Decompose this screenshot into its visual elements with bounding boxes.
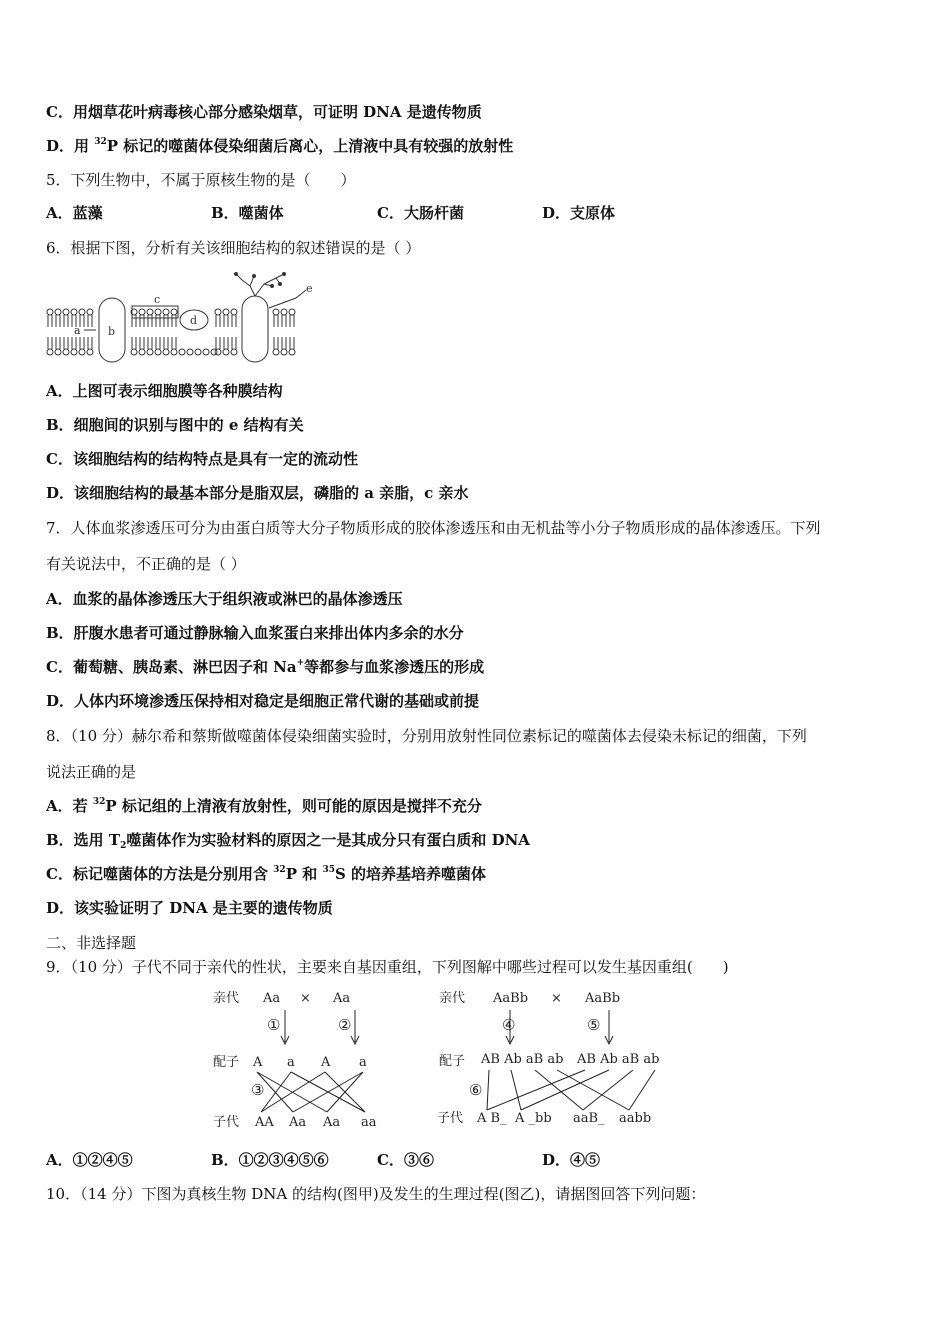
left-gamete-2: a <box>287 1055 295 1070</box>
q9-option-c: C．③⑥ <box>377 1151 434 1169</box>
q6-option-d: D．该细胞结构的最基本部分是脂双层，磷脂的 a 亲脂，c 亲水 <box>46 484 469 502</box>
step-1: ① <box>267 1016 281 1034</box>
step-4: ④ <box>502 1016 516 1034</box>
glycoprotein <box>242 296 268 362</box>
q9-options <box>46 1150 906 1170</box>
q8-option-c: C．标记噬菌体的方法是分别用含 $^{32}$P 和 $^{35}$S 的培养基培养噬菌体 <box>46 865 487 883</box>
q7-option-b: B．肝腹水患者可通过静脉输入血浆蛋白来排出体内多余的水分 <box>46 624 464 642</box>
q7-option-a: A．血浆的晶体渗透压大于组织液或淋巴的晶体渗透压 <box>46 590 403 608</box>
q8-option-d: D．该实验证明了 DNA 是主要的遗传物质 <box>46 899 333 917</box>
left-offspring-3: Aa <box>323 1115 341 1130</box>
section-heading: 二、非选择题 <box>46 934 137 952</box>
right-cross-symbol: × <box>551 991 562 1006</box>
q5-option-a: A．蓝藻 <box>46 204 103 222</box>
q7-option-c: C．葡萄糖、胰岛素、淋巴因子和 Na+等都参与血浆渗透压的形成 <box>46 658 485 676</box>
left-gamete-3: A <box>321 1055 331 1070</box>
left-parent-label: 亲代 <box>213 991 240 1006</box>
left-offspring-label: 子代 <box>213 1115 240 1130</box>
q9-option-d: D．④⑤ <box>542 1151 601 1169</box>
q5-option-b: B．噬菌体 <box>211 204 284 222</box>
right-gametes-1: AB Ab aB ab <box>481 1052 564 1067</box>
q8-stem-line2: 说法正确的是 <box>46 763 137 781</box>
label-b: b <box>108 325 116 338</box>
step-2: ② <box>338 1016 352 1034</box>
lipid-heads-top <box>47 309 295 315</box>
label-c: c <box>154 293 161 306</box>
left-parent1: Aa <box>263 991 281 1006</box>
q6-stem: 6．根据下图，分析有关该细胞结构的叙述错误的是（ ） <box>46 239 421 257</box>
q4-option-c: C．用烟草花叶病毒核心部分感染烟草，可证明 DNA 是遗传物质 <box>46 103 482 121</box>
q5-stem: 5．下列生物中，不属于原核生物的是（ ） <box>46 171 356 189</box>
q6-option-b: B．细胞间的识别与图中的 e 结构有关 <box>46 416 304 434</box>
q6-option-a: A．上图可表示细胞膜等各种膜结构 <box>46 382 283 400</box>
label-e: e <box>306 282 313 295</box>
q9-option-a: A．①②④⑤ <box>46 1151 133 1169</box>
q9-stem: 9．（10 分）子代不同于亲代的性状，主要来自基因重组，下列图解中哪些过程可以发生基因重组( ) <box>46 958 729 976</box>
right-offspring-4: aabb <box>619 1111 652 1126</box>
right-gamete-label: 配子 <box>439 1054 466 1069</box>
q8-option-a: A．若 $^{32}$P 标记组的上清液有放射性，则可能的原因是搅拌不充分 <box>46 797 482 815</box>
label-d: d <box>190 314 198 327</box>
left-cross-symbol: × <box>300 991 311 1006</box>
q7-stem-line1: 7．人体血浆渗透压可分为由蛋白质等大分子物质形成的胶体渗透压和由无机盐等小分子物质形成的晶体渗透压。下列 <box>46 519 821 537</box>
label-a: a <box>74 324 81 337</box>
q7-stem-line2: 有关说法中，不正确的是（ ） <box>46 555 246 573</box>
q6-option-c: C．该细胞结构的结构特点是具有一定的流动性 <box>46 450 358 468</box>
right-gametes-2: AB Ab aB ab <box>577 1052 660 1067</box>
q8-stem-line1: 8．（10 分）赫尔希和蔡斯做噬菌体侵染细菌实验时，分别用放射性同位素标记的噬菌体去侵染未标记的细菌，下列 <box>46 727 807 745</box>
left-gamete-1: A <box>253 1055 263 1070</box>
q7-option-d: D．人体内环境渗透压保持相对稳定是细胞正常代谢的基础或前提 <box>46 692 480 710</box>
right-offspring-2: A _bb <box>515 1111 552 1126</box>
genetics-cross-diagram <box>205 982 675 1132</box>
left-parent2: Aa <box>333 991 351 1006</box>
right-parent1: AaBb <box>493 991 529 1006</box>
step-6: ⑥ <box>469 1081 483 1099</box>
left-gamete-label: 配子 <box>213 1055 240 1070</box>
q9-option-b: B．①②③④⑤⑥ <box>211 1151 329 1169</box>
right-parent-label: 亲代 <box>439 991 466 1006</box>
left-offspring-1: AA <box>255 1115 274 1130</box>
left-offspring-4: aa <box>361 1115 377 1130</box>
q8-option-b: B．选用 $T_2$噬菌体作为实验材料的原因之一是其成分只有蛋白质和 DNA <box>46 831 530 851</box>
q4-option-d: D．用 $^{32}$P 标记的噬菌体侵染细菌后离心，上清液中具有较强的放射性 <box>46 137 514 155</box>
q5-option-c: C．大肠杆菌 <box>377 204 464 222</box>
right-offspring-label: 子代 <box>437 1111 464 1126</box>
membrane-diagram <box>44 268 314 368</box>
right-parent2: AaBb <box>585 991 621 1006</box>
q10-stem: 10．（14 分）下图为真核生物 DNA 的结构(图甲)及发生的生理过程(图乙)，请据图回答下列问题： <box>46 1185 706 1203</box>
lipid-heads-bottom <box>47 349 295 355</box>
step-5: ⑤ <box>587 1016 601 1034</box>
left-offspring-2: Aa <box>289 1115 307 1130</box>
step-3: ③ <box>251 1081 265 1099</box>
left-gamete-4: a <box>359 1055 367 1070</box>
q5-option-d: D．支原体 <box>542 204 616 222</box>
right-offspring-3: aaB_ <box>573 1111 605 1126</box>
right-offspring-1: A B_ <box>477 1111 507 1126</box>
q5-options <box>46 203 906 223</box>
